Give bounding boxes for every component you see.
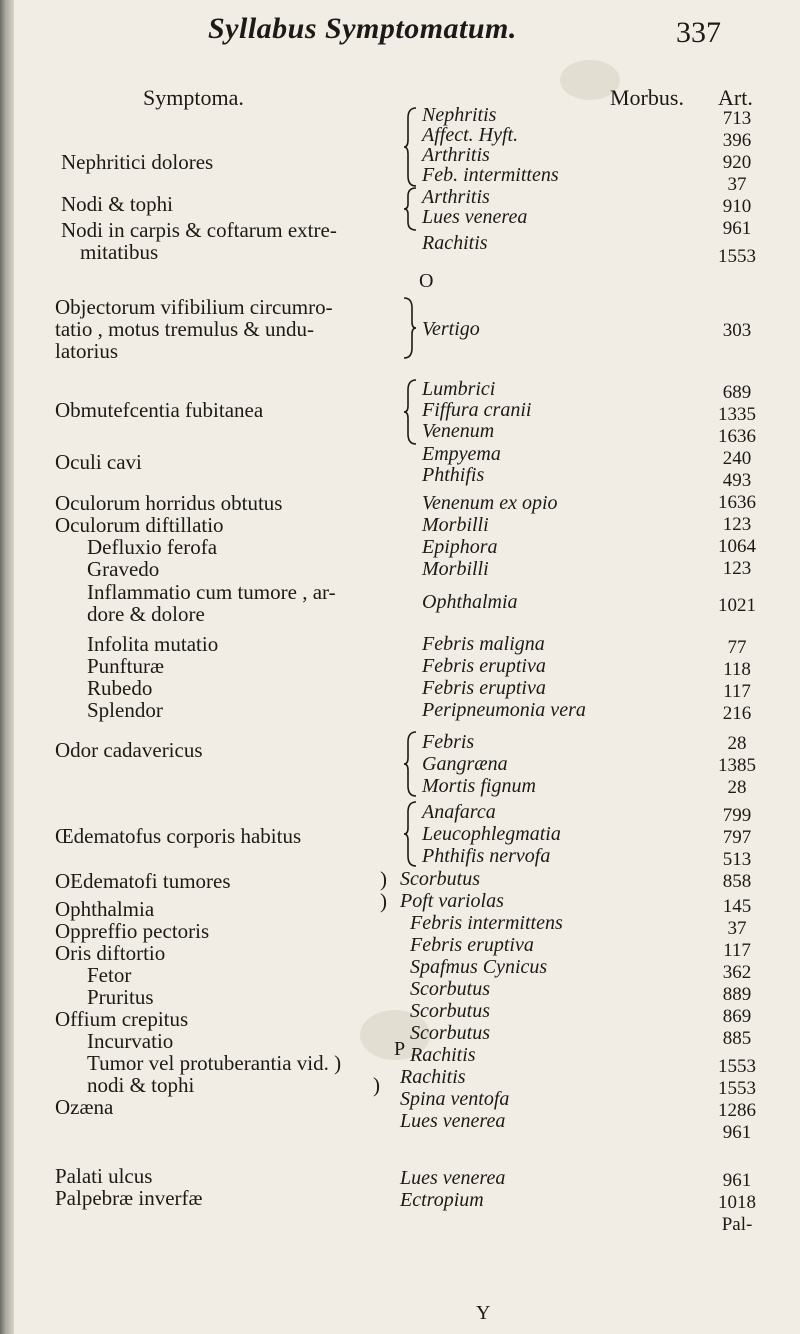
closing-paren: ) (380, 889, 387, 913)
disease-entry: Scorbutus (410, 1022, 490, 1044)
article-number: 797 (722, 827, 752, 848)
column-heading-symptoma: Symptoma. (143, 85, 244, 110)
disease-entry: Febris eruptiva (422, 677, 546, 699)
article-number: 77 (727, 637, 747, 658)
disease-entry: Affect. Hyft. (422, 124, 519, 146)
article-number: 117 (723, 940, 751, 961)
article-number: 1553 (718, 246, 756, 267)
article-number: 37 (727, 174, 747, 195)
article-number: 1553 (718, 1078, 756, 1099)
symptom-entry: Nodi & tophi (61, 192, 174, 216)
symptom-entry: Palpebræ inverfæ (55, 1186, 203, 1210)
symptom-entry: tatio , motus tremulus & undu- (55, 317, 314, 341)
disease-entry: Venenum ex opio (422, 492, 558, 514)
disease-entry: Epiphora (422, 536, 498, 558)
disease-entry: Vertigo (422, 318, 480, 340)
column-heading-morbus: Morbus. (610, 85, 684, 110)
symptom-entry: Objectorum vifibilium circumro- (55, 295, 333, 319)
symptom-entry: Odor cadavericus (55, 738, 203, 762)
disease-entry: Empyema (422, 443, 501, 465)
disease-entry: Nephritis (422, 104, 497, 126)
page-gutter-shadow (0, 0, 14, 1334)
article-number: 28 (727, 777, 747, 798)
article-number: 1335 (718, 404, 756, 425)
column-heading-art: Art. (718, 85, 753, 110)
symptom-entry: Oculi cavi (55, 450, 142, 474)
disease-entry: Feb. intermittens (422, 164, 559, 186)
symptom-entry: Ozæna (55, 1095, 114, 1119)
article-number: 123 (722, 514, 752, 535)
symptom-entry: Inflammatio cum tumore , ar- (87, 580, 336, 604)
article-number: 145 (722, 896, 752, 917)
disease-entry: Lues venerea (400, 1110, 506, 1132)
article-number: 303 (722, 320, 752, 341)
article-number: 240 (722, 448, 752, 469)
article-number: 117 (723, 681, 751, 702)
disease-entry: Morbilli (422, 558, 489, 580)
article-number: 1385 (718, 755, 756, 776)
disease-entry: Lues venerea (400, 1167, 506, 1189)
running-title: Syllabus Symptomatum. (208, 12, 517, 45)
symptom-entry: mitatibus (80, 240, 159, 264)
disease-entry: Phthifis nervofa (422, 845, 551, 867)
article-number: 920 (722, 152, 752, 173)
disease-entry: Gangræna (422, 753, 508, 775)
article-number: 713 (722, 108, 752, 129)
brace-bracket (402, 296, 416, 360)
article-number: Pal- (721, 1214, 753, 1235)
brace-bracket (404, 186, 418, 232)
article-number: 961 (722, 1122, 752, 1143)
symptom-entry: Oculorum horridus obtutus (55, 491, 283, 515)
closing-paren: ) (373, 1073, 380, 1097)
section-letter-p: P (394, 1038, 406, 1060)
article-number: 1636 (718, 426, 756, 447)
disease-entry: Rachitis (410, 1044, 476, 1066)
brace-bracket (404, 106, 418, 188)
symptom-entry: Gravedo (87, 557, 160, 581)
symptom-entry: nodi & tophi (87, 1073, 195, 1097)
article-number: 216 (722, 703, 752, 724)
closing-paren: ) (380, 867, 387, 891)
disease-entry: Arthritis (422, 186, 490, 208)
disease-entry: Scorbutus (410, 1000, 490, 1022)
symptom-entry: Infolita mutatio (87, 632, 219, 656)
disease-entry: Rachitis (400, 1066, 466, 1088)
disease-entry: Febris (422, 731, 475, 753)
article-number: 961 (722, 218, 752, 239)
disease-entry: Fiffura cranii (422, 399, 532, 421)
article-number: 961 (722, 1170, 752, 1191)
disease-entry: Poft variolas (400, 890, 504, 912)
article-number: 858 (722, 871, 752, 892)
symptom-entry: Nodi in carpis & coftarum extre- (61, 218, 337, 242)
symptom-entry: Tumor vel protuberantia vid. ) (87, 1051, 342, 1075)
symptom-entry: Defluxio ferofa (87, 535, 218, 559)
article-number: 1553 (718, 1056, 756, 1077)
signature-mark: Y (476, 1302, 491, 1324)
disease-entry: Morbilli (422, 514, 489, 536)
disease-entry: Spafmus Cynicus (410, 956, 548, 978)
disease-entry: Phthifis (422, 464, 485, 486)
disease-entry: Spina ventofa (400, 1088, 510, 1110)
disease-entry: Ophthalmia (422, 591, 518, 613)
article-number: 123 (722, 558, 752, 579)
page-number: 337 (676, 16, 721, 49)
symptom-entry: Oris diftortio (55, 941, 166, 965)
article-number: 799 (722, 805, 752, 826)
article-number: 689 (722, 382, 752, 403)
article-number: 118 (723, 659, 751, 680)
symptom-entry: Offium crepitus (55, 1007, 189, 1031)
article-number: 37 (727, 918, 747, 939)
section-letter-o: O (419, 270, 434, 292)
article-number: 28 (727, 733, 747, 754)
disease-entry: Leucophlegmatia (422, 823, 561, 845)
symptom-entry: Œdematofus corporis habitus (55, 824, 302, 848)
article-number: 869 (722, 1006, 752, 1027)
symptom-entry: Palati ulcus (55, 1164, 153, 1188)
article-number: 1636 (718, 492, 756, 513)
disease-entry: Febris maligna (422, 633, 545, 655)
disease-entry: Lumbrici (422, 378, 496, 400)
symptom-entry: Nephritici dolores (61, 150, 214, 174)
article-number: 889 (722, 984, 752, 1005)
disease-entry: Rachitis (422, 232, 488, 254)
symptom-entry: Fetor (87, 963, 132, 987)
disease-entry: Venenum (422, 420, 495, 442)
symptom-entry: Pruritus (87, 985, 154, 1009)
disease-entry: Febris eruptiva (410, 934, 534, 956)
disease-entry: Febris intermittens (410, 912, 563, 934)
article-number: 1064 (718, 536, 756, 557)
brace-bracket (404, 378, 418, 446)
symptom-entry: latorius (55, 339, 118, 363)
disease-entry: Febris eruptiva (422, 655, 546, 677)
article-number: 493 (722, 470, 752, 491)
article-number: 910 (722, 196, 752, 217)
symptom-entry: Incurvatio (87, 1029, 174, 1053)
disease-entry: Anafarca (422, 801, 496, 823)
article-number: 1018 (718, 1192, 756, 1213)
disease-entry: Ectropium (400, 1189, 484, 1211)
disease-entry: Arthritis (422, 144, 490, 166)
disease-entry: Scorbutus (400, 868, 480, 890)
article-number: 1021 (718, 595, 756, 616)
disease-entry: Lues venerea (422, 206, 528, 228)
disease-entry: Peripneumonia vera (422, 699, 586, 721)
article-number: 362 (722, 962, 752, 983)
article-number: 396 (722, 130, 752, 151)
symptom-entry: Rubedo (87, 676, 153, 700)
symptom-entry: Punfturæ (87, 654, 165, 678)
disease-entry: Mortis fignum (422, 775, 536, 797)
article-number: 513 (722, 849, 752, 870)
symptom-entry: dore & dolore (87, 602, 205, 626)
symptom-entry: Oppreffio pectoris (55, 919, 210, 943)
brace-bracket (404, 730, 418, 798)
symptom-entry: Obmutefcentia fubitanea (55, 398, 264, 422)
brace-bracket (404, 800, 418, 868)
symptom-entry: Ophthalmia (55, 897, 155, 921)
article-number: 885 (722, 1028, 752, 1049)
symptom-entry: Splendor (87, 698, 163, 722)
disease-entry: Scorbutus (410, 978, 490, 1000)
symptom-entry: OEdematofi tumores (55, 869, 231, 893)
symptom-entry: Oculorum diftillatio (55, 513, 224, 537)
article-number: 1286 (718, 1100, 756, 1121)
